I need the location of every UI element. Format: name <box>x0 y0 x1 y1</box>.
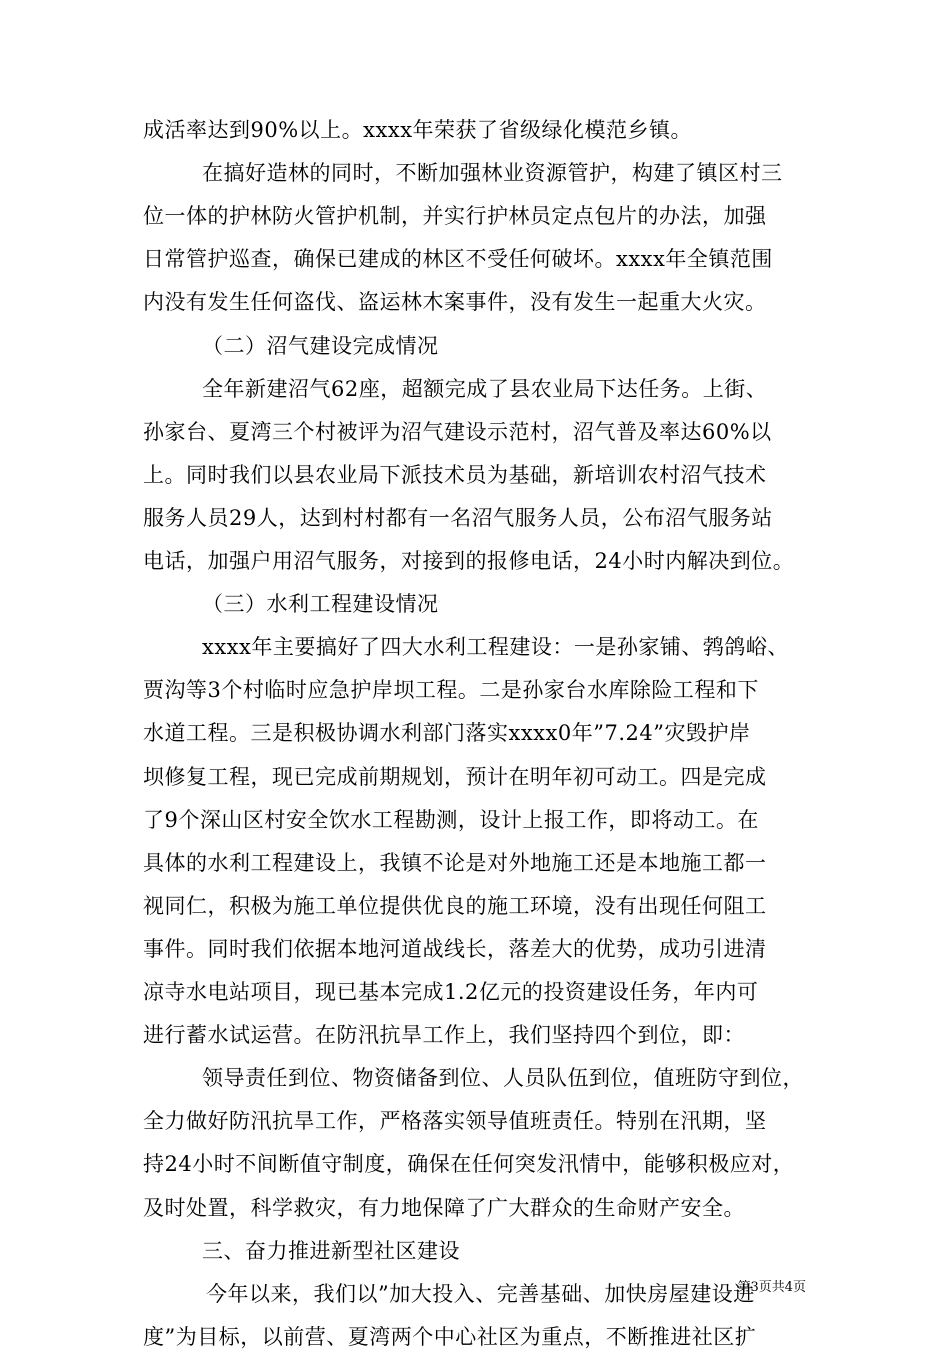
text-line: 位一体的护林防火管护机制，并实行护林员定点包片的办法，加强 <box>143 204 767 228</box>
text-line: 内没有发生任何盗伐、盗运林木案事件，没有发生一起重大火灾。 <box>143 290 767 314</box>
text-line: 在搞好造林的同时，不断加强林业资源管护，构建了镇区村三 <box>202 161 783 185</box>
text-line: 服务人员29人，达到村村都有一名沼气服务人员，公布沼气服务站 <box>143 506 773 530</box>
text-line: 及时处置，科学救灾，有力地保障了广大群众的生命财产安全。 <box>143 1196 745 1220</box>
text-line: xxxx年主要搞好了四大水利工程建设：一是孙家铺、鹁鸽峪、 <box>202 635 789 659</box>
text-line: 日常管护巡查，确保已建成的林区不受任何破坏。xxxx年全镇范围 <box>143 247 773 271</box>
text-line: 领导责任到位、物资储备到位、人员队伍到位，值班防守到位， <box>202 1066 804 1090</box>
text-line: 成活率达到90%以上。xxxx年荣获了省级绿化模范乡镇。 <box>143 118 693 142</box>
text-line: 上。同时我们以县农业局下派技术员为基础，新培训农村沼气技术 <box>143 463 767 487</box>
text-line: 持24小时不间断值守制度，确保在任何突发汛情中，能够积极应对， <box>143 1152 795 1176</box>
text-line: 今年以来，我们以”加大投入、完善基础、加快房屋建设进 <box>206 1282 755 1306</box>
section-heading: （二）沼气建设完成情况 <box>202 334 439 358</box>
text-line: 贾沟等3个村临时应急护岸坝工程。二是孙家台水库除险工程和下 <box>143 678 759 702</box>
text-line: 全年新建沼气62座，超额完成了县农业局下达任务。上街、 <box>202 377 768 401</box>
text-line: 电话，加强户用沼气服务，对接到的报修电话，24小时内解决到位。 <box>143 549 795 573</box>
text-line: 水道工程。三是积极协调水利部门落实xxxx0年”7.24”灾毁护岸 <box>143 721 751 745</box>
text-line: 视同仁，积极为施工单位提供优良的施工环境，没有出现任何阻工 <box>143 894 767 918</box>
text-line: 凉寺水电站项目，现已基本完成1.2亿元的投资建设任务，年内可 <box>143 980 759 1004</box>
text-line: 进行蓄水试运营。在防汛抗旱工作上，我们坚持四个到位，即： <box>143 1023 745 1047</box>
text-line: 了9个深山区村安全饮水工程勘测，设计上报工作，即将动工。在 <box>143 808 759 832</box>
text-line: 事件。同时我们依据本地河道战线长，落差大的优势，成功引进清 <box>143 937 767 961</box>
text-line: 坝修复工程，现已完成前期规划，预计在明年初可动工。四是完成 <box>143 765 767 789</box>
text-line: 度”为目标，以前营、夏湾两个中心社区为重点，不断推进社区扩 <box>143 1325 757 1349</box>
text-line: 孙家台、夏湾三个村被评为沼气建设示范村，沼气普及率达60%以 <box>143 420 772 444</box>
text-line: 具体的水利工程建设上，我镇不论是对外地施工还是本地施工都一 <box>143 851 767 875</box>
section-heading: （三）水利工程建设情况 <box>202 592 439 616</box>
text-line: 全力做好防汛抗旱工作，严格落实领导值班责任。特别在汛期，坚 <box>143 1109 767 1133</box>
page-number: 第3页共4页 <box>737 1280 806 1295</box>
section-heading: 三、奋力推进新型社区建设 <box>202 1239 460 1263</box>
